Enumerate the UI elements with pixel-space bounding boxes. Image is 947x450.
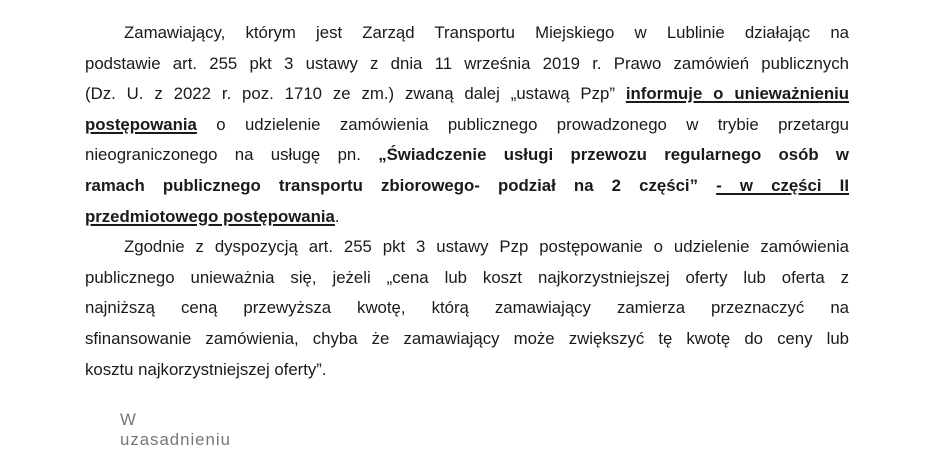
contract-name: „Świadczenie usługi przewozu regularnego osób w bbox=[378, 145, 849, 165]
text-segment: o udzielenie zamówienia publicznego prowadzonego w trybie przetargu bbox=[196, 114, 849, 134]
text-line bbox=[85, 202, 849, 233]
text-line: sfinansowanie zamówienia, chyba że zamawiający może zwiększyć tę kwotę do ceny lub bbox=[85, 328, 849, 348]
cut-off-line bbox=[120, 410, 240, 449]
contract-name-cont: ramach publicznego transportu zbiorowego- podział na 2 części” bbox=[85, 175, 717, 195]
text-line bbox=[85, 140, 849, 171]
text-segment: . bbox=[334, 206, 340, 226]
text-line: Zamawiający, którym jest Zarząd Transportu Miejskiego w Lublinie działając na bbox=[124, 23, 849, 42]
text-line bbox=[85, 79, 849, 110]
text-line: publicznego unieważnia się, jeżeli „cena lub koszt najkorzystniejszej oferty lub oferta z bbox=[85, 267, 849, 287]
text-segment: nieograniczonego na usługę pn. bbox=[85, 145, 379, 165]
text-line: podstawie art. 255 pkt 3 ustawy z dnia 11 września 2019 r. Prawo zamówień publicznych bbox=[85, 53, 849, 73]
cut-off-text: W uzasadnieniu bbox=[120, 410, 231, 449]
emphasis-subject-proceeding: przedmiotowego postępowania bbox=[85, 206, 335, 226]
text-line: kosztu najkorzystniejszej oferty”. bbox=[85, 359, 327, 379]
paragraph-legal-basis bbox=[85, 232, 849, 385]
text-segment: (Dz. U. z 2022 r. poz. 1710 ze zm.) zwaną dalej „ustawą Pzp” bbox=[85, 84, 626, 104]
document-body bbox=[85, 18, 849, 385]
paragraph-announcement bbox=[85, 18, 849, 232]
text-line bbox=[85, 110, 849, 141]
text-line: najniższą ceną przewyższa kwotę, którą zamawiający zamierza przeznaczyć na bbox=[85, 298, 849, 318]
text-line bbox=[85, 171, 849, 202]
emphasis-proceeding: postępowania bbox=[85, 114, 197, 134]
emphasis-cancellation: informuje o unieważnieniu bbox=[625, 84, 849, 104]
emphasis-part-two: - w części II bbox=[716, 175, 849, 195]
text-line: Zgodnie z dyspozycją art. 255 pkt 3 ustawy Pzp postępowanie o udzielenie zamówienia bbox=[124, 237, 849, 257]
